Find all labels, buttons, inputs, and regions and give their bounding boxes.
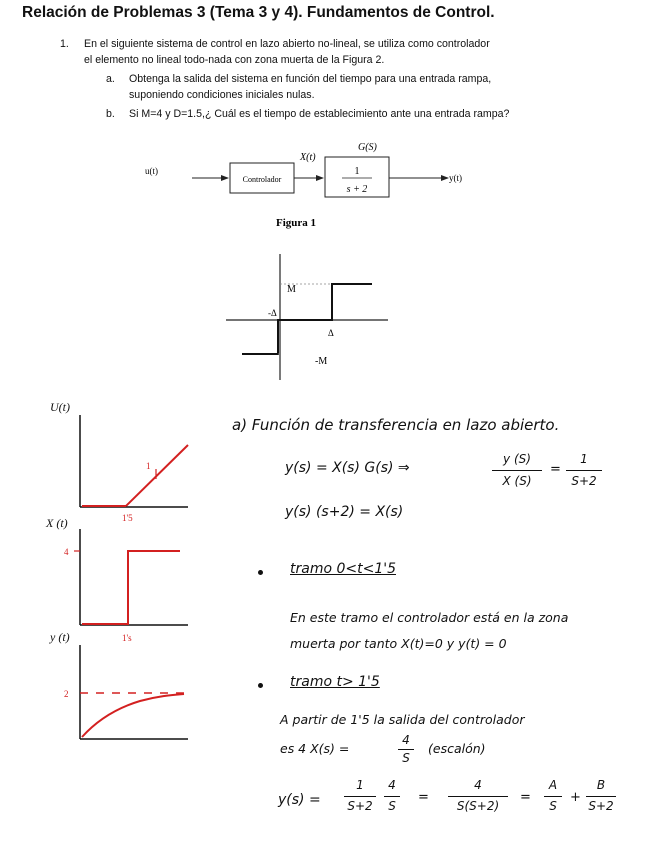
- eq3-A-bar: [544, 796, 562, 797]
- controller-label: Controlador: [242, 175, 282, 184]
- eq3-f1-bar: [344, 796, 376, 797]
- eq3-f2-den: S: [388, 799, 396, 813]
- level-M: M: [287, 284, 296, 295]
- bullet-dot-2: [258, 683, 263, 688]
- handdrawn-graphs: [40, 395, 200, 755]
- eq3-B-num: B: [596, 778, 606, 792]
- eq1-den: X (S): [502, 474, 532, 488]
- eq3-f1-den: S+2: [347, 799, 373, 813]
- eq3-f3-bar: [448, 796, 508, 797]
- input-label: u(t): [145, 166, 158, 176]
- slope-label: 1: [146, 461, 151, 471]
- notes-heading-a: a) Función de transferencia en lazo abierto.: [232, 416, 560, 434]
- u-graph-label: U(t): [50, 400, 70, 414]
- problem-line-1: En el siguiente sistema de control en lazo abierto no-lineal, se utiliza como controlador: [84, 38, 490, 50]
- signal-x-label: X(t): [300, 152, 316, 163]
- eq3-B-bar: [586, 796, 616, 797]
- eq3-B-den: S+2: [588, 799, 614, 813]
- bullet-tramo-2: tramo t> 1'5: [290, 674, 380, 690]
- delta: Δ: [328, 328, 334, 338]
- tf-denominator: s + 2: [346, 184, 368, 195]
- eq3-f2-num: 4: [388, 778, 396, 792]
- bullet-tramo-1: tramo 0<t<1'5: [290, 561, 396, 577]
- text4-num: 4: [402, 733, 410, 747]
- tf-numerator: 1: [354, 166, 360, 177]
- eq3-equals-1: =: [418, 790, 429, 805]
- output-label: y(t): [449, 173, 462, 183]
- item-a-line-1: Obtenga la salida del sistema en función del tiempo para una entrada rampa,: [129, 73, 492, 85]
- text4-den: S: [402, 751, 410, 765]
- eq1-equals: =: [550, 462, 561, 477]
- item-a-line-2: suponiendo condiciones iniciales nulas.: [129, 89, 315, 101]
- eq3-f2-bar: [384, 796, 400, 797]
- t-mark-1: 1'5: [122, 513, 133, 523]
- problem-number: 1.: [60, 38, 69, 50]
- eq3-f1-num: 1: [356, 778, 364, 792]
- eq3-A-den: S: [549, 799, 557, 813]
- figure-1-block-diagram: [0, 130, 656, 240]
- text4-bar: [398, 749, 414, 750]
- eq1-r-bar: [566, 470, 602, 471]
- y-level-label: 2: [64, 689, 69, 699]
- text4-escalon: (escalón): [428, 741, 486, 756]
- level-neg-M: -M: [315, 356, 328, 367]
- text-line-4: es 4 X(s) =: [280, 741, 350, 756]
- item-b-label: b.: [106, 108, 115, 120]
- problem-line-2: el elemento no lineal todo-nada con zona muerta de la Figura 2.: [84, 54, 385, 66]
- eq1-frac-bar: [492, 470, 542, 471]
- eq3-f3-num: 4: [474, 778, 482, 792]
- eq3-equals-2: =: [520, 790, 531, 805]
- text-line-3: A partir de 1'5 la salida del controlador: [280, 712, 525, 727]
- eq3-plus: +: [570, 790, 581, 805]
- figure-1-caption: Figura 1: [275, 217, 317, 229]
- eq3-f3-den: S(S+2): [456, 799, 500, 813]
- t-mark-2: 1's: [122, 633, 132, 643]
- eq3-A-num: A: [548, 778, 558, 792]
- item-a-label: a.: [106, 73, 115, 85]
- eq3-left: y(s) =: [278, 792, 321, 808]
- neg-delta: -Δ: [268, 308, 277, 318]
- g-label: G(S): [358, 142, 377, 153]
- eq1-rnum: 1: [580, 452, 588, 466]
- x-graph-label: X (t): [46, 516, 68, 530]
- bullet-dot-1: [258, 570, 263, 575]
- eq1-num: y (S): [503, 452, 531, 466]
- text-line-1: En este tramo el controlador está en la zona: [290, 610, 569, 625]
- item-b-line-1: Si M=4 y D=1.5,¿ Cuál es el tiempo de establecimiento ante una entrada rampa?: [129, 108, 510, 120]
- x-level-label: 4: [64, 547, 69, 557]
- eq2: y(s) (s+2) = X(s): [285, 504, 404, 520]
- eq1-rden: S+2: [571, 474, 597, 488]
- page-title: Relación de Problemas 3 (Tema 3 y 4). Fundamentos de Control.: [22, 4, 495, 21]
- figure-2-dead-zone: [220, 252, 400, 382]
- y-graph-label: y (t): [50, 630, 70, 644]
- eq1-left: y(s) = X(s) G(s) ⇒: [285, 460, 410, 476]
- text-line-2: muerta por tanto X(t)=0 y y(t) = 0: [290, 636, 507, 651]
